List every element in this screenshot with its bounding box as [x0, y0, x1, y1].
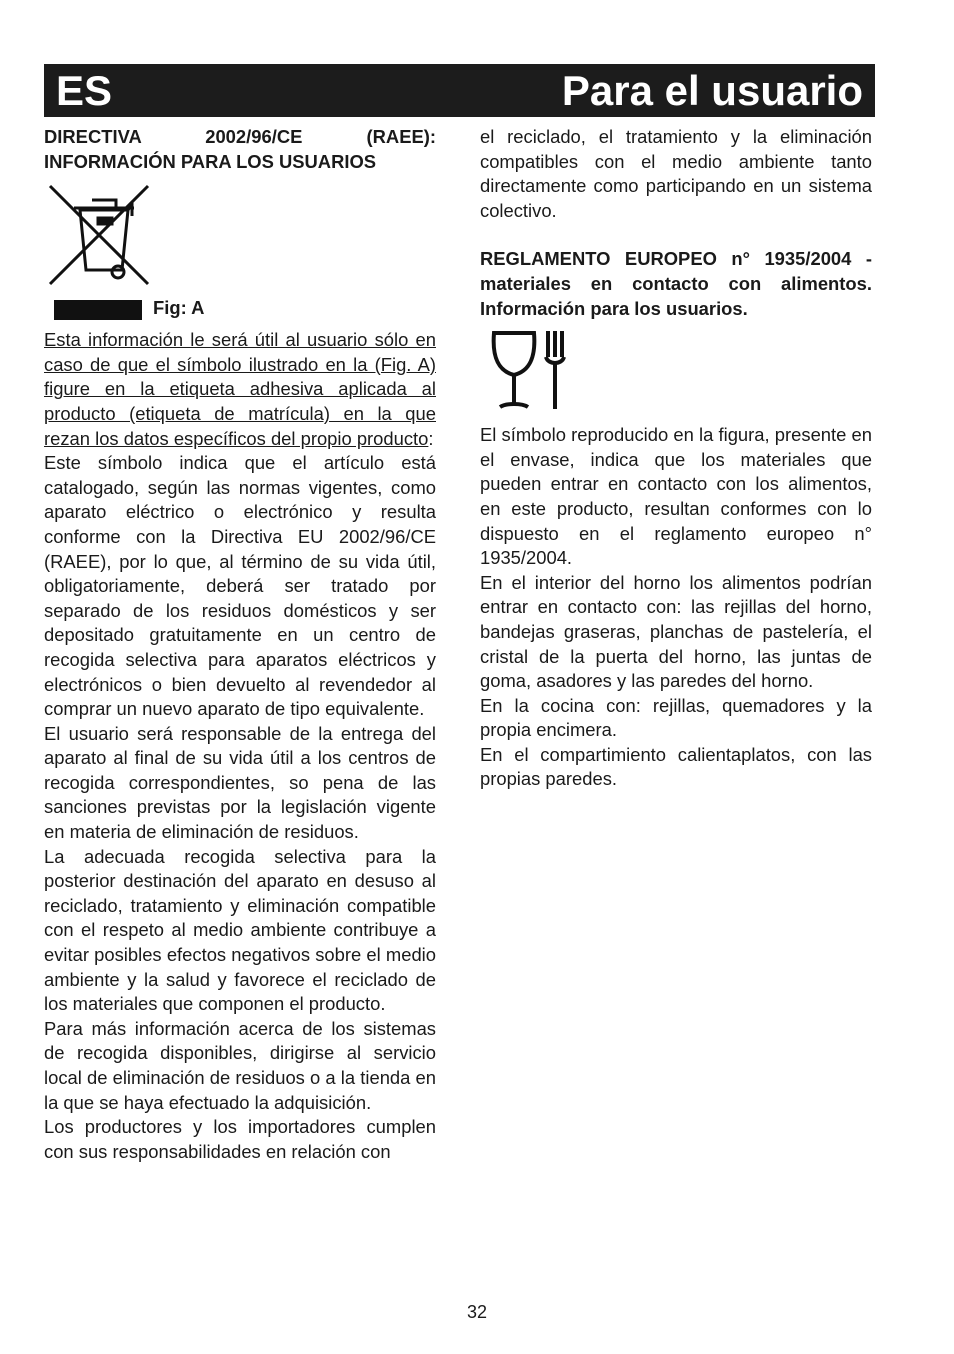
page-title: Para el usuario [561, 67, 863, 114]
language-code: ES [56, 67, 113, 114]
food-paragraph-4: En el compartimiento calientaplatos, con las propias paredes. [480, 743, 872, 790]
right-column [480, 125, 872, 792]
weee-paragraph-4: Para más información acerca de los sistemas de recogida disponibles, dirigirse al servicio local de eliminación de residuos o a la tienda en la que se haya efectuado la adquisición. [44, 1017, 436, 1113]
food-paragraph-3: En la cocina con: rejillas, quemadores y la propia encimera. [480, 694, 872, 741]
glass-fork-food-contact-icon [488, 327, 572, 413]
weee-paragraph-1: Este símbolo indica que el artículo está catalogado, según las normas vigentes, como aparato eléctrico o electrónico y resulta conforme con la Directiva EU 2002/96/CE (RAEE), por lo que, al término de su vida útil, obligatoriamente, deberá ser tratado por separado de los residuos domésticos y ser depositado gratuitamente en un centro de recogida selectiva para aparatos eléctricos y electrónicos o bien devuelto al revendedor al comprar un nuevo aparato de tipo equivalente. [44, 452, 436, 720]
figure-bar [54, 300, 142, 320]
food-paragraph-2: En el interior del horno los alimentos podrían entrar en contacto con: las rejillas del horno, bandejas graseras, planchas de pastelería, el cristal de la puerta del horno, las juntas de goma, asadores y las paredes del horno. [480, 571, 872, 692]
weee-intro-underlined: Esta información le será útil al usuario sólo en caso de que el símbolo ilustrado en la (Fig. A) figure en la etiqueta adhesiva aplicada al producto (etiqueta de matrícula) en la que rezan los datos específicos del propio producto [44, 329, 436, 449]
figure-a-caption [44, 297, 436, 328]
left-column [44, 125, 436, 1164]
weee-continuation: el reciclado, el tratamiento y la eliminación compatibles con el medio ambiente tanto directamente como participando en un sistema colectivo. [480, 126, 872, 221]
page-header [44, 64, 875, 117]
weee-intro [44, 328, 436, 451]
crossed-out-wheelie-bin-icon [46, 182, 156, 288]
food-contact-heading: REGLAMENTO EUROPEO n° 1935/2004 - materiales en contacto con alimentos. Información para los usuarios. [480, 248, 872, 319]
weee-paragraph-3: La adecuada recogida selectiva para la posterior destinación del aparato en desuso al reciclado, tratamiento y eliminación compatible con el respeto al medio ambiente contribuye a evitar posibles efectos negativos sobre el medio ambiente y la salud y favorece el reciclado de los materiales que componen el producto. [44, 845, 436, 1015]
weee-paragraph-2: El usuario será responsable de la entrega del aparato al final de su vida útil a los centros de recogida correspondientes, so pena de las sanciones previstas por la legislación vigente en materia de eliminación de residuos. [44, 722, 436, 843]
weee-paragraph-5: Los productores y los importadores cumplen con sus responsabilidades en relación con [44, 1116, 436, 1162]
page-number: 32 [466, 1302, 488, 1322]
weee-heading: DIRECTIVA 2002/96/CE (RAEE): INFORMACIÓN PARA LOS USUARIOS [44, 126, 436, 172]
food-paragraph-1: El símbolo reproducido en la figura, presente en el envase, indica que los materiales que pueden entrar en contacto con los alimentos, en este producto, resultan conformes con lo dispuesto en el reglamento europeo n° 1935/2004. [480, 424, 872, 569]
weee-intro-suffix: : [428, 427, 434, 449]
figure-label: Fig: A [153, 297, 205, 319]
